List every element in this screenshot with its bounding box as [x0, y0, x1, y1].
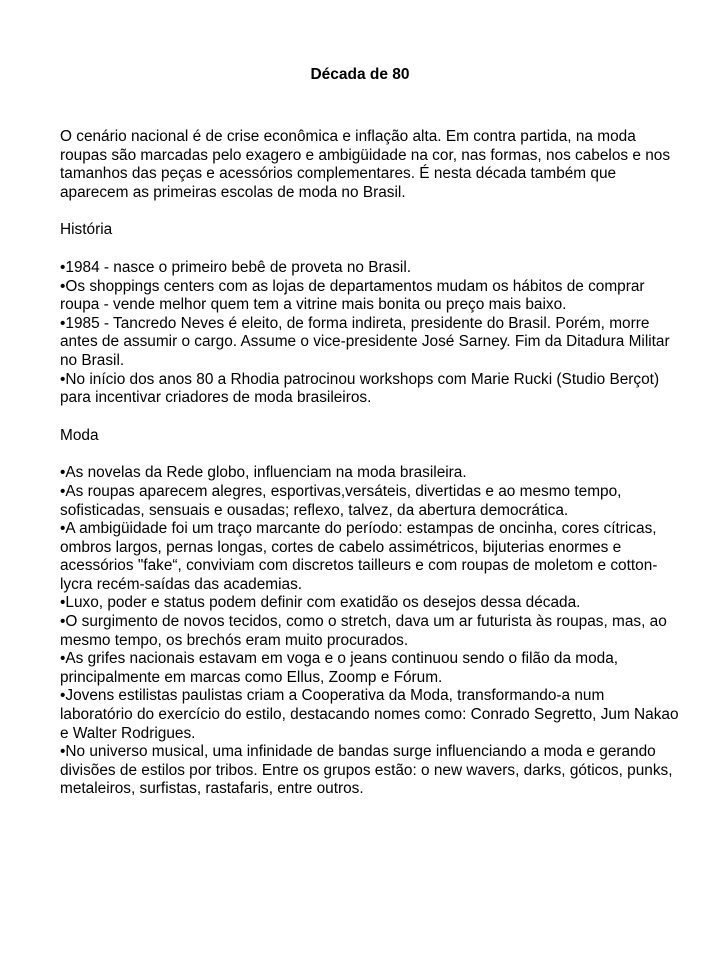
- document-body: [60, 128, 680, 818]
- list-item: •As roupas aparecem alegres, esportivas,versáteis, divertidas e ao mesmo tempo, sofisticadas, sensuais e ousadas; reflexo, talvez, da abertura democrática.: [60, 482, 622, 519]
- list-item: •As novelas da Rede globo, influenciam na moda brasileira.: [60, 464, 467, 482]
- list-item: •Os shoppings centers com as lojas de departamentos mudam os hábitos de comprar roupa - vende melhor quem tem a vitrine mais bonita ou preço mais baixo.: [60, 277, 645, 314]
- section-heading-historia: História: [60, 221, 113, 239]
- list-item: •1984 - nasce o primeiro bebê de proveta no Brasil.: [60, 258, 412, 276]
- historia-list: [60, 259, 680, 408]
- list-item: •O surgimento de novos tecidos, como o stretch, dava um ar futurista às roupas, mas, ao mesmo tempo, os brechós eram muito procurados.: [60, 613, 667, 649]
- list-item: •No início dos anos 80 a Rhodia patrocinou workshops com Marie Rucki (Studio Berçot) para incentivar criadores de moda brasileiros.: [60, 370, 660, 407]
- page-title: Década de 80: [310, 66, 410, 83]
- list-item: •A ambigüidade foi um traço marcante do período: estampas de oncinha, cores cítricas, ombros largos, pernas longas, cortes de cabelo assimétricos, bijuterias enormes e acessórios "fake“, conviviam com discretos tailleurs e com roupas de moletom e cotton-lycra recém-saídas das academias.: [60, 520, 658, 593]
- list-item: •1985 - Tancredo Neves é eleito, de forma indireta, presidente do Brasil. Porém, morre antes de assumir o cargo. Assume o vice-presidente José Sarney. Fim da Ditadura Militar no Brasil.: [60, 314, 670, 369]
- moda-list: [60, 464, 680, 799]
- section-heading-moda: Moda: [60, 426, 99, 444]
- list-item: •No universo musical, uma infinidade de bandas surge influenciando a moda e gerando divisões de estilos por tribos. Entre os grupos estão: o new wavers, darks, góticos, punks, metaleiros, surfistas, rastafaris, entre outros.: [60, 743, 673, 798]
- list-item: •As grifes nacionais estavam em voga e o jeans continuou sendo o filão da moda, principalmente em marcas como Ellus, Zoomp e Fórum.: [60, 650, 619, 686]
- list-item: •Jovens estilistas paulistas criam a Cooperativa da Moda, transformando-a num laboratório do exercício do estilo, destacando nomes como: Conrado Segretto, Jum Nakao e Walter Rodrigues.: [60, 687, 679, 742]
- list-item: •Luxo, poder e status podem definir com exatidão os desejos dessa década.: [60, 594, 581, 612]
- intro-paragraph: O cenário nacional é de crise econômica e inflação alta. Em contra partida, na moda roupas são marcadas pelo exagero e ambigüidade na cor, nas formas, nos cabelos e nos tamanhos das peças e acessórios complementares. É nesta década também que aparecem as primeiras escolas de moda no Brasil.: [60, 128, 671, 201]
